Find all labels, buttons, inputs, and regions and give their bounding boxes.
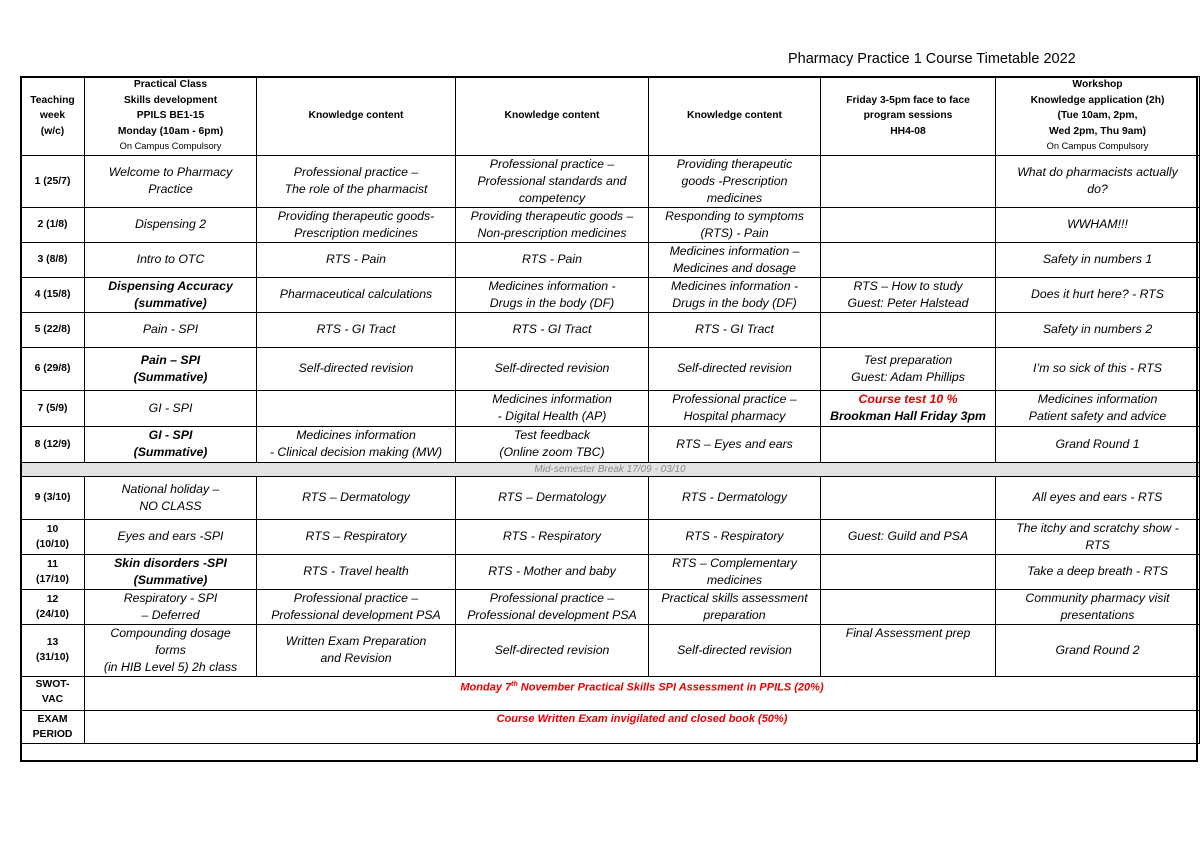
knowledge-3-cell: Professional practice – Hospital pharmacy: [649, 390, 821, 426]
friday-cell: Guest: Guild and PSA: [821, 519, 996, 554]
table-row: [21, 207, 1200, 242]
knowledge-3-cell: RTS – Eyes and ears: [649, 426, 821, 462]
week-cell: 3 (8/8): [21, 242, 85, 277]
swot-text-sup: th: [511, 680, 518, 688]
week-cell: 12 (24/10): [21, 589, 85, 624]
knowledge-3-cell: Medicines information - Drugs in the body (DF): [649, 277, 821, 312]
table-row: [21, 589, 1200, 624]
week-cell: 5 (22/8): [21, 312, 85, 347]
practical-cell: Respiratory - SPI – Deferred: [85, 589, 257, 624]
swot-text-post: November Practical Skills SPI Assessment in PPILS (20%): [517, 681, 824, 694]
table-row: [21, 390, 1200, 426]
practical-cell: GI - SPI (Summative): [85, 426, 257, 462]
friday-cell: RTS – How to study Guest: Peter Halstead: [821, 277, 996, 312]
header-week: Teaching week (w/c): [21, 77, 85, 156]
workshop-cell: Safety in numbers 2: [996, 312, 1200, 347]
practical-cell: Eyes and ears -SPI: [85, 519, 257, 554]
knowledge-2-cell: RTS – Dermatology: [456, 476, 649, 519]
knowledge-2-cell: RTS - Pain: [456, 242, 649, 277]
practical-cell: Dispensing Accuracy (summative): [85, 277, 257, 312]
workshop-cell: Community pharmacy visit presentations: [996, 589, 1200, 624]
header-row: [21, 77, 1200, 156]
knowledge-2-cell: Test feedback (Online zoom TBC): [456, 426, 649, 462]
friday-cell: [821, 312, 996, 347]
friday-cell: [821, 207, 996, 242]
week-cell: 8 (12/9): [21, 426, 85, 462]
week-cell: 10 (10/10): [21, 519, 85, 554]
table-row: [21, 347, 1200, 390]
knowledge-1-cell: Professional practice – The role of the pharmacist: [257, 155, 456, 207]
workshop-cell: Take a deep breath - RTS: [996, 554, 1200, 589]
week-cell: 13 (31/10): [21, 624, 85, 676]
header-friday: Friday 3-5pm face to face program sessions HH4-08: [821, 77, 996, 156]
friday-cell: [821, 589, 996, 624]
friday-cell: Test preparation Guest: Adam Phillips: [821, 347, 996, 390]
knowledge-2-cell: Medicines information - Drugs in the body (DF): [456, 277, 649, 312]
practical-cell: GI - SPI: [85, 390, 257, 426]
workshop-cell: Safety in numbers 1: [996, 242, 1200, 277]
knowledge-2-cell: Professional practice – Professional standards and competency: [456, 155, 649, 207]
friday-cell: [821, 426, 996, 462]
knowledge-1-cell: Pharmaceutical calculations: [257, 277, 456, 312]
friday-cell: [821, 476, 996, 519]
knowledge-1-cell: Written Exam Preparation and Revision: [257, 624, 456, 676]
header-knowledge-1: Knowledge content: [257, 77, 456, 156]
table-row: [21, 312, 1200, 347]
knowledge-2-cell: Medicines information - Digital Health (AP): [456, 390, 649, 426]
workshop-cell: Grand Round 2: [996, 624, 1200, 676]
friday-cell: [821, 554, 996, 589]
knowledge-3-cell: Self-directed revision: [649, 624, 821, 676]
friday-cell: [821, 242, 996, 277]
practical-cell: Dispensing 2: [85, 207, 257, 242]
practical-cell: Intro to OTC: [85, 242, 257, 277]
knowledge-3-cell: Responding to symptoms (RTS) - Pain: [649, 207, 821, 242]
table-row: [21, 624, 1200, 676]
knowledge-1-cell: RTS - Travel health: [257, 554, 456, 589]
header-knowledge-3: Knowledge content: [649, 77, 821, 156]
knowledge-1-cell: Professional practice – Professional development PSA: [257, 589, 456, 624]
knowledge-3-cell: Self-directed revision: [649, 347, 821, 390]
exam-assessment: Course Written Exam invigilated and closed book (50%): [85, 710, 1200, 743]
practical-note: On Campus Compulsory: [119, 141, 222, 151]
table-row: [21, 426, 1200, 462]
swot-vac-row: [21, 676, 1200, 710]
knowledge-1-cell: Medicines information - Clinical decision making (MW): [257, 426, 456, 462]
knowledge-1-cell: RTS - Pain: [257, 242, 456, 277]
knowledge-2-cell: RTS - GI Tract: [456, 312, 649, 347]
table-row: [21, 155, 1200, 207]
friday-cell: Final Assessment prep: [821, 624, 996, 676]
workshop-cell: What do pharmacists actually do?: [996, 155, 1200, 207]
exam-period-row: [21, 710, 1200, 743]
knowledge-1-cell: RTS - GI Tract: [257, 312, 456, 347]
knowledge-1-cell: RTS – Respiratory: [257, 519, 456, 554]
knowledge-2-cell: Professional practice – Professional development PSA: [456, 589, 649, 624]
break-row: [21, 462, 1200, 476]
swot-assessment: [85, 676, 1200, 710]
knowledge-1-cell: Providing therapeutic goods- Prescription medicines: [257, 207, 456, 242]
exam-label: EXAM PERIOD: [21, 710, 85, 743]
swot-label: SWOT- VAC: [21, 676, 85, 710]
knowledge-2-cell: RTS - Respiratory: [456, 519, 649, 554]
week-cell: 6 (29/8): [21, 347, 85, 390]
header-knowledge-2: Knowledge content: [456, 77, 649, 156]
week-cell: 7 (5/9): [21, 390, 85, 426]
mid-semester-break: Mid-semester Break 17/09 - 03/10: [21, 462, 1200, 476]
knowledge-3-cell: RTS - Respiratory: [649, 519, 821, 554]
page-title: Pharmacy Practice 1 Course Timetable 2022: [788, 51, 1076, 67]
friday-cell: [821, 155, 996, 207]
course-test-location: Brookman Hall Friday 3pm: [830, 409, 986, 423]
week-cell: 4 (15/8): [21, 277, 85, 312]
knowledge-1-cell: RTS – Dermatology: [257, 476, 456, 519]
table-row: [21, 476, 1200, 519]
practical-cell: Skin disorders -SPI (Summative): [85, 554, 257, 589]
timetable: [20, 76, 1200, 744]
practical-cell: Pain – SPI (Summative): [85, 347, 257, 390]
knowledge-1-cell: [257, 390, 456, 426]
practical-cell: Pain - SPI: [85, 312, 257, 347]
knowledge-2-cell: Providing therapeutic goods – Non-prescription medicines: [456, 207, 649, 242]
workshop-cell: WWHAM!!!: [996, 207, 1200, 242]
workshop-cell: I’m so sick of this - RTS: [996, 347, 1200, 390]
knowledge-2-cell: Self-directed revision: [456, 347, 649, 390]
workshop-cell: All eyes and ears - RTS: [996, 476, 1200, 519]
knowledge-2-cell: Self-directed revision: [456, 624, 649, 676]
knowledge-3-cell: Medicines information – Medicines and dosage: [649, 242, 821, 277]
header-workshop: Workshop Knowledge application (2h) (Tue 10am, 2pm, Wed 2pm, Thu 9am) On Campus Compulsory: [996, 77, 1200, 156]
knowledge-3-cell: RTS - Dermatology: [649, 476, 821, 519]
knowledge-3-cell: RTS - GI Tract: [649, 312, 821, 347]
knowledge-3-cell: RTS – Complementary medicines: [649, 554, 821, 589]
workshop-cell: The itchy and scratchy show - RTS: [996, 519, 1200, 554]
week-cell: 1 (25/7): [21, 155, 85, 207]
practical-cell: Welcome to Pharmacy Practice: [85, 155, 257, 207]
knowledge-3-cell: Providing therapeutic goods -Prescription medicines: [649, 155, 821, 207]
knowledge-1-cell: Self-directed revision: [257, 347, 456, 390]
knowledge-3-cell: Practical skills assessment preparation: [649, 589, 821, 624]
workshop-cell: Does it hurt here? - RTS: [996, 277, 1200, 312]
table-row: [21, 554, 1200, 589]
workshop-cell: Medicines information Patient safety and advice: [996, 390, 1200, 426]
workshop-cell: Grand Round 1: [996, 426, 1200, 462]
table-row: [21, 277, 1200, 312]
knowledge-2-cell: RTS - Mother and baby: [456, 554, 649, 589]
swot-text-pre: Monday 7: [460, 681, 512, 694]
table-row: [21, 242, 1200, 277]
table-row: [21, 519, 1200, 554]
week-cell: 9 (3/10): [21, 476, 85, 519]
week-cell: 11 (17/10): [21, 554, 85, 589]
header-practical: Practical Class Skills development PPILS BE1-15 Monday (10am - 6pm) On Campus Compulsory: [85, 77, 257, 156]
week-cell: 2 (1/8): [21, 207, 85, 242]
workshop-note: On Campus Compulsory: [1046, 141, 1149, 151]
friday-cell: [821, 390, 996, 426]
practical-cell: Compounding dosage forms (in HIB Level 5) 2h class: [85, 624, 257, 676]
course-test-label: Course test 10 %: [858, 392, 958, 406]
practical-cell: National holiday – NO CLASS: [85, 476, 257, 519]
